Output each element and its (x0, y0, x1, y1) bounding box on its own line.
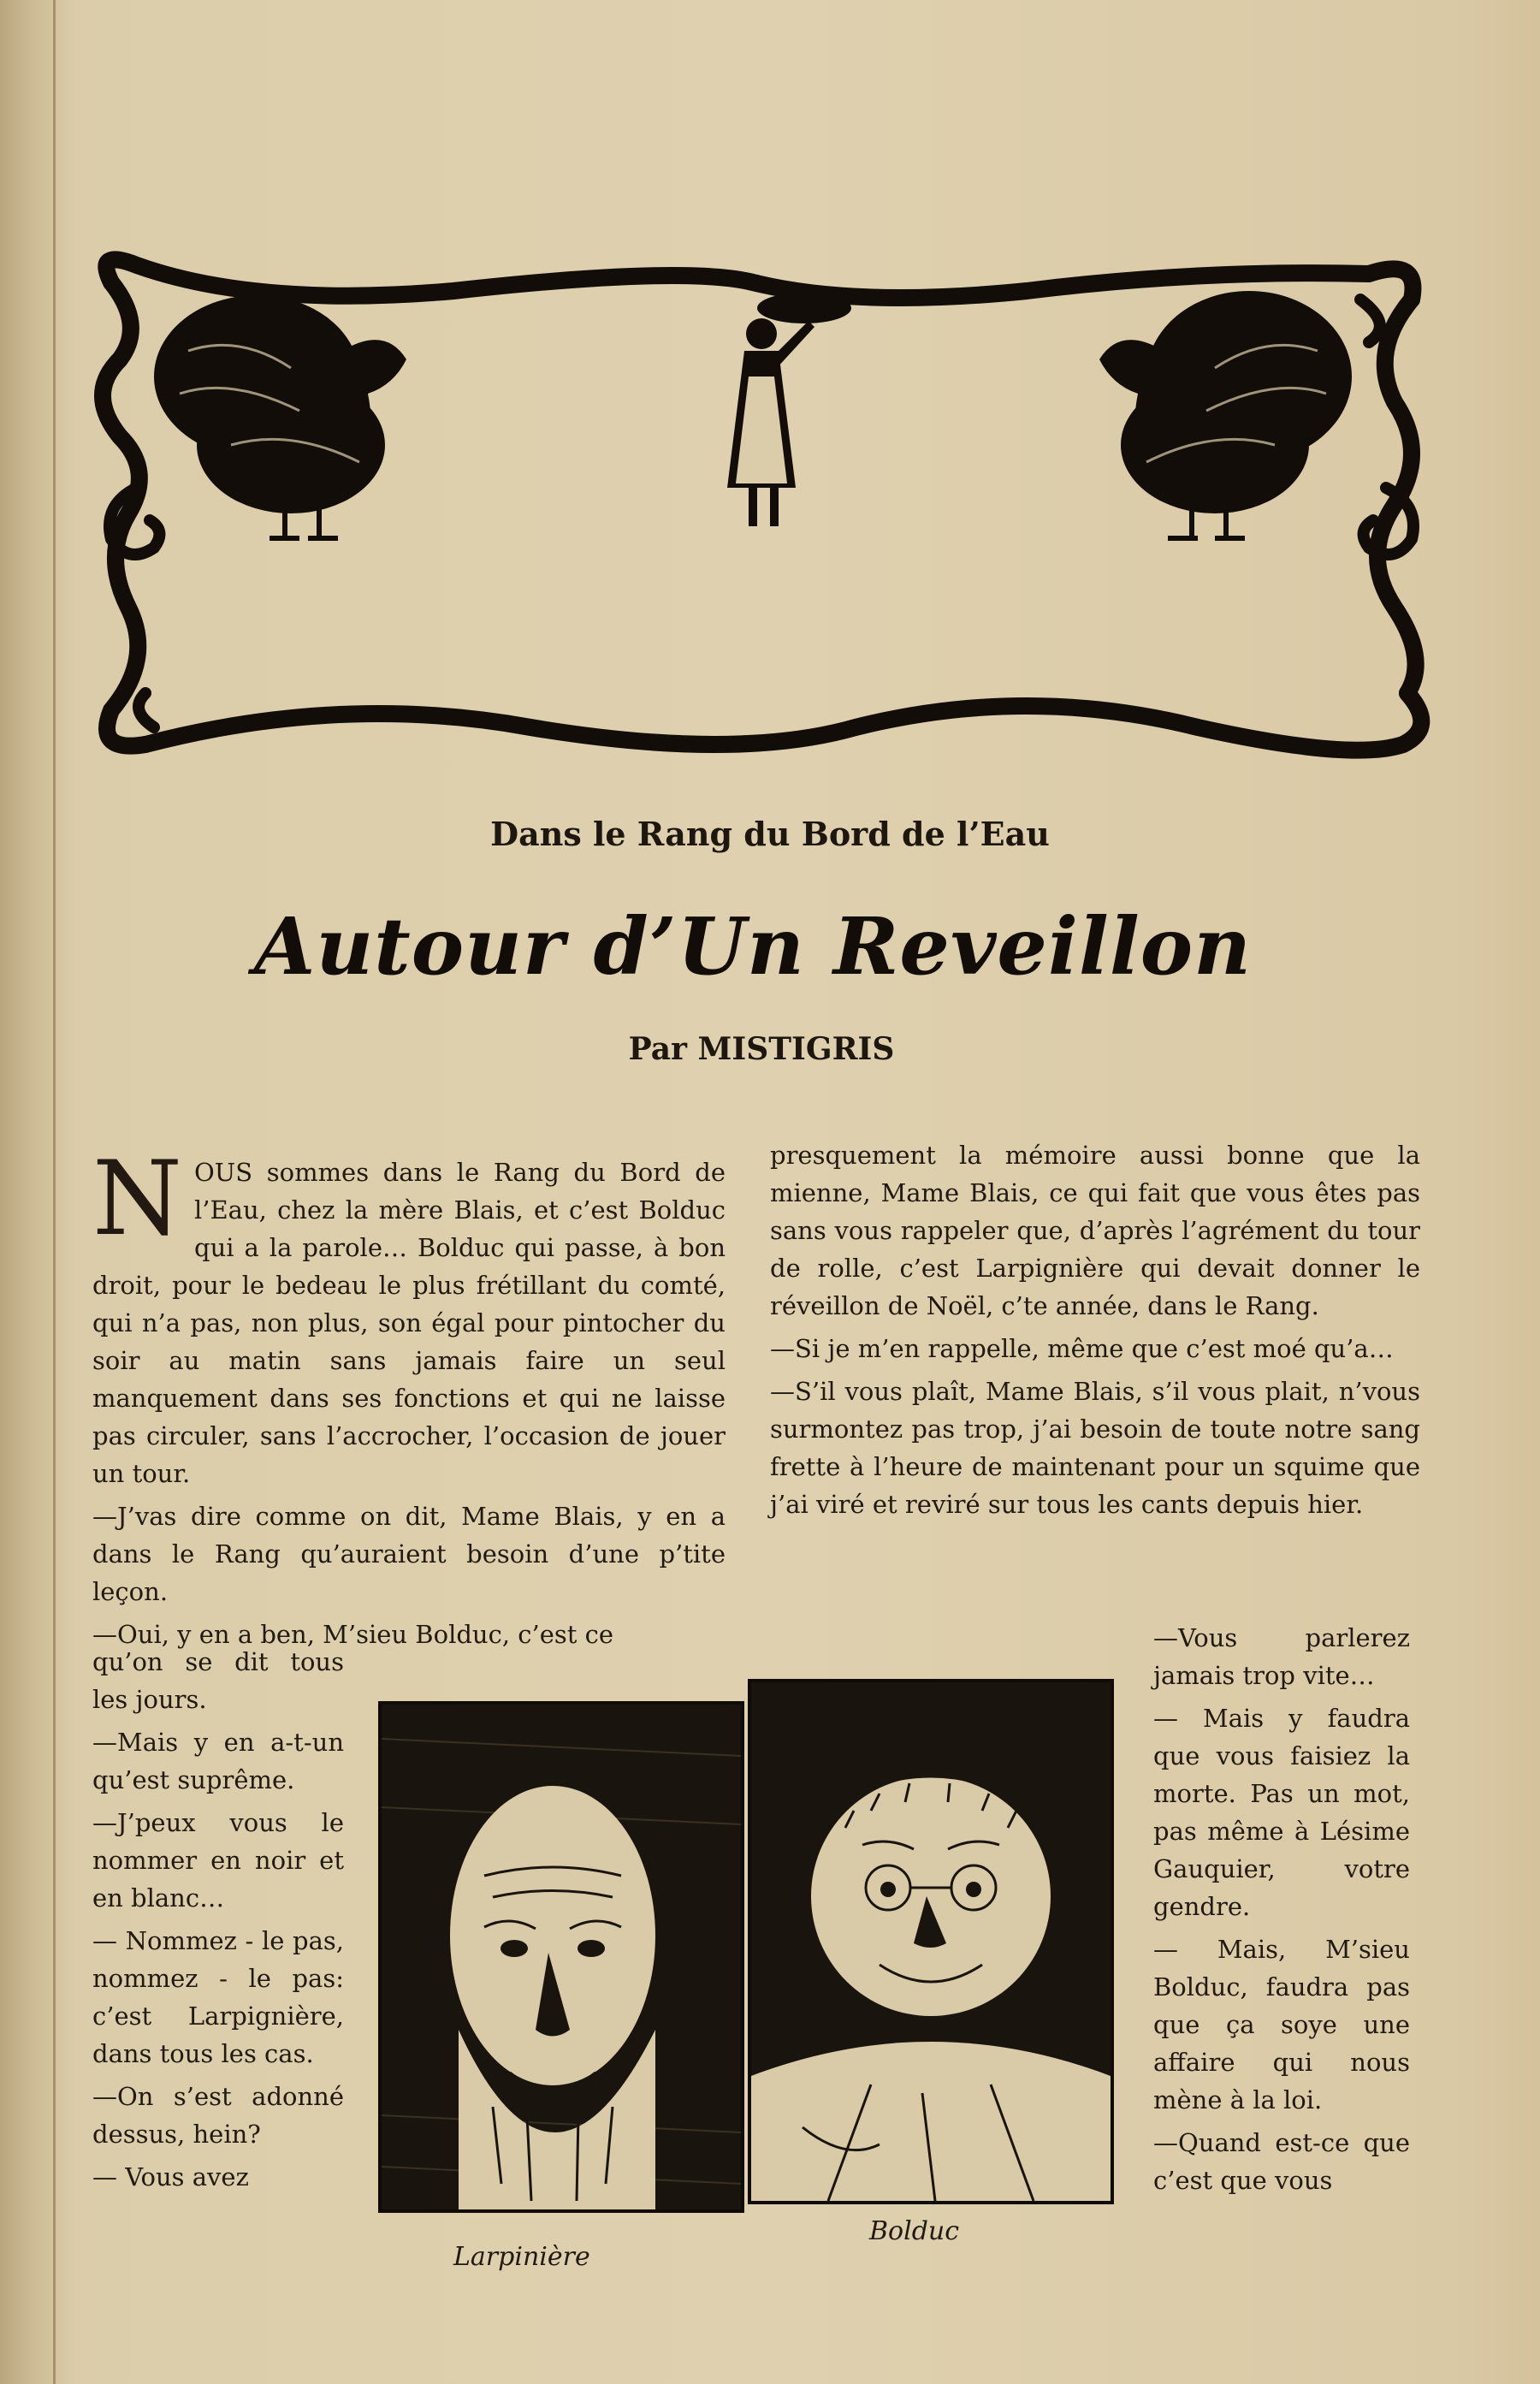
paragraph: —Mais y en a-t-un qu’est suprême. (92, 1728, 344, 1794)
column-right-top (770, 1136, 1420, 1528)
paragraph: —J’vas dire comme on dit, Mame Blais, y en a dans le Rang qu’auraient besoin d’une p’tite leçon. (92, 1502, 726, 1606)
portrait-caption-right: Bolduc (869, 2216, 960, 2246)
portrait-bolduc (748, 1679, 1114, 2204)
paragraph: —Quand est-ce que c’est que vous (1153, 2128, 1410, 2195)
header-illustration (86, 248, 1437, 779)
portrait-drawing (751, 1682, 1111, 2201)
paragraph: —Si je m’en rappelle, même que c’est moé qu’a… (770, 1334, 1394, 1363)
paragraph: — Mais y faudra que vous faisiez la morte. Pas un mot, pas même à Lésime Gauquier, votre gendre. (1153, 1704, 1410, 1921)
column-left-top (92, 1140, 726, 1658)
paragraph: —J’peux vous le nommer en noir et en blanc… (92, 1808, 344, 1913)
article-title: Autour d’Un Reveillon (253, 900, 1253, 993)
paragraph: —S’il vous plaît, Mame Blais, s’il vous plait, n’vous surmontez pas trop, j’ai besoin de toute notre sang frette à l’heure de maintenant pour un squime que j’ai viré et reviré sur tous les cants depuis hier. (770, 1377, 1420, 1519)
column-left-narrow (92, 1643, 344, 2201)
binding-gutter (53, 0, 56, 2384)
column-right-narrow (1153, 1619, 1410, 2204)
article-byline: Par MISTIGRIS (628, 1031, 895, 1067)
turkey-left-icon (154, 295, 406, 541)
paragraph: —On s’est adonné dessus, hein? (92, 2082, 344, 2149)
paragraph: — Vous avez (92, 2162, 249, 2191)
paragraph: — Nommez - le pas, nommez - le pas: c’est Larpignière, dans tous les cas. (92, 1926, 344, 2068)
portrait-drawing (382, 1705, 741, 2209)
paragraph: —Vous parlerez jamais trop vite… (1153, 1623, 1410, 1690)
drop-cap: N (92, 1140, 182, 1259)
paragraph: —Oui, y en a ben, M’sieu Bolduc, c’est ce (92, 1620, 614, 1649)
paragraph: NOUS sommes dans le Rang du Bord de l’Eau, chez la mère Blais, et c’est Bolduc qui a la parole… Bolduc qui passe, à bon droit, pour le bedeau le plus frétillant du comté, qui n’a pas, non plus, son égal pour pintocher du soir au matin sans jamais faire un seul manquement dans ses fonctions et qui ne laisse pas circuler, sans l’accrocher, l’occasion de jouer un tour. (92, 1140, 726, 1488)
turkey-right-icon (1099, 291, 1352, 541)
portrait-larpiniere (378, 1701, 744, 2213)
paragraph: — Mais, M’sieu Bolduc, faudra pas que ça soye une affaire qui nous mène à la loi. (1153, 1935, 1410, 2114)
paragraph: presquement la mémoire aussi bonne que la mienne, Mame Blais, ce qui fait que vous êtes pas sans vous rappeler que, d’après l’agrément du tour de rolle, c’est Larpignière qui devait donner le réveillon de Noël, c’te année, dans le Rang. (770, 1141, 1420, 1320)
portrait-caption-left: Larpinière (453, 2242, 590, 2272)
paragraph: qu’on se dit tous les jours. (92, 1647, 344, 1714)
section-rubric: Dans le Rang du Bord de l’Eau (490, 815, 1050, 853)
